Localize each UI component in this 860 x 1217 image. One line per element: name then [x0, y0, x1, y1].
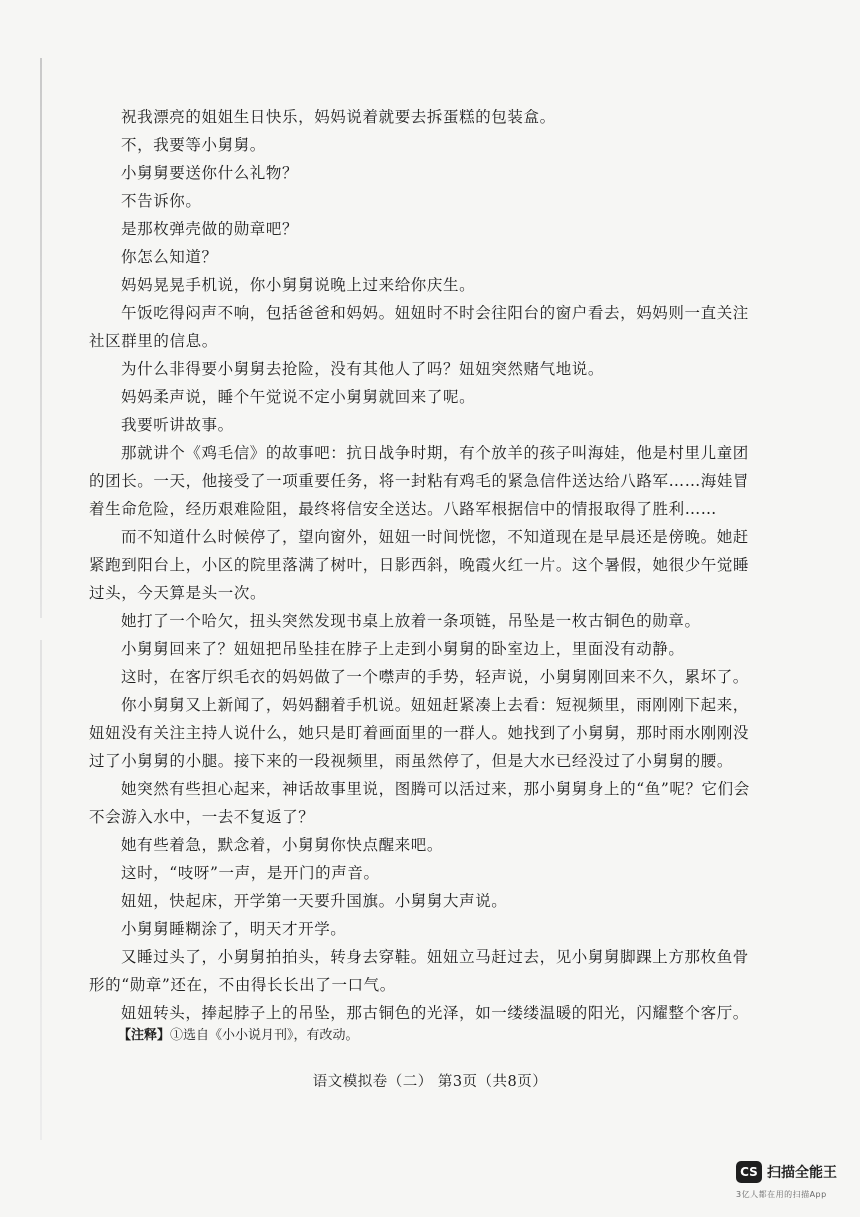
story-line: 你怎么知道？: [121, 248, 218, 266]
story-line: 她打了一个哈欠，扭头突然发现书桌上放着一条项链，吊坠是一枚古铜色的勋章。: [121, 612, 701, 630]
story-line: 妞妞没有关注主持人说什么，她只是盯着画面里的一群人。她找到了小舅舅，那时雨水刚刚没: [89, 724, 750, 742]
story-line: 午饭吃得闷声不响，包括爸爸和妈妈。妞妞时不时会往阳台的窗户看去，妈妈则一直关注: [121, 304, 749, 322]
story-line: 妞妞，快起床，开学第一天要升国旗。小舅舅大声说。: [121, 892, 508, 910]
story-line: 那就讲个《鸡毛信》的故事吧：抗日战争时期，有个放羊的孩子叫海娃，他是村里儿童团: [121, 444, 749, 462]
story-line: 妈妈晃晃手机说，你小舅舅说晚上过来给你庆生。: [121, 276, 476, 294]
story-line: 她有些着急，默念着，小舅舅你快点醒来吧。: [121, 836, 444, 854]
camscanner-logo-icon: CS: [736, 1161, 762, 1183]
story-line: 又睡过头了，小舅舅拍拍头，转身去穿鞋。妞妞立马赶过去，见小舅舅脚踝上方那枚鱼骨: [121, 948, 749, 966]
story-line: 这时，在客厅织毛衣的妈妈做了一个噤声的手势，轻声说，小舅舅刚回来不久，累坏了。: [121, 668, 749, 686]
story-line: 为什么非得要小舅舅去抢险，没有其他人了吗？妞妞突然赌气地说。: [121, 360, 605, 378]
page-footer: 语文模拟卷（二） 第3页（共8页）: [312, 1074, 548, 1090]
story-line: 着生命危险，经历艰难险阻，最终将信安全送达。八路军根据信中的情报取得了胜利……: [89, 500, 717, 518]
story-line: 不，我要等小舅舅。: [121, 136, 266, 154]
story-line: 过头，今天算是头一次。: [89, 584, 267, 602]
story-line: 形的“勋章”还在，不由得长长出了一口气。: [89, 976, 396, 994]
story-line: 不会游入水中，一去不复返了？: [89, 808, 315, 826]
story-line: 的团长。一天，他接受了一项重要任务，将一封粘有鸡毛的紧急信件送达给八路军……海娃冒: [89, 472, 750, 490]
story-line: 小舅舅回来了？妞妞把吊坠挂在脖子上走到小舅舅的卧室边上，里面没有动静。: [121, 640, 685, 658]
story-line: 社区群里的信息。: [89, 332, 218, 350]
footnote-tag: 【注释】: [118, 1028, 171, 1043]
story-line: 小舅舅睡糊涂了，明天才开学。: [121, 920, 347, 938]
watermark-app-name: 扫描全能王: [767, 1165, 837, 1181]
footnote: [118, 1024, 359, 1043]
footnote-text: ①选自《小小说月刊》，有改动。: [170, 1028, 359, 1043]
story-line: 妈妈柔声说，睡个午觉说不定小舅舅就回来了呢。: [121, 388, 476, 406]
story-line: 你小舅舅又上新闻了，妈妈翻着手机说。妞妞赶紧凑上去看：短视频里，雨刚刚下起来，: [121, 696, 749, 714]
story-line: 小舅舅要送你什么礼物？: [121, 164, 299, 182]
story-line: 这时，“吱呀”一声，是开门的声音。: [121, 864, 380, 882]
scanner-watermark: [736, 1161, 846, 1201]
story-line: 她突然有些担心起来，神话故事里说，图腾可以活过来，那小舅舅身上的“鱼”呢？它们会: [121, 780, 750, 798]
watermark-slogan: 3亿人都在用的扫描App: [736, 1190, 827, 1199]
story-line: 而不知道什么时候停了，望向窗外，妞妞一时间恍惚，不知道现在是早晨还是傍晚。她赶: [121, 528, 749, 546]
story-line: 我要听讲故事。: [121, 416, 234, 434]
story-line: 是那枚弹壳做的勋章吧？: [121, 220, 299, 238]
story-line: 不告诉你。: [121, 192, 202, 210]
story-line: 紧跑到阳台上，小区的院里落满了树叶，日影西斜，晚霞火红一片。这个暑假，她很少午觉睡: [89, 556, 750, 574]
story-line: 祝我漂亮的姐姐生日快乐，妈妈说着就要去拆蛋糕的包装盒。: [121, 108, 556, 126]
story-line: 过了小舅舅的小腿。接下来的一段视频里，雨虽然停了，但是大水已经没过了小舅舅的腰。: [89, 752, 734, 770]
story-line: 妞妞转头，捧起脖子上的吊坠，那古铜色的光泽，如一缕缕温暖的阳光，闪耀整个客厅。: [121, 1004, 749, 1022]
